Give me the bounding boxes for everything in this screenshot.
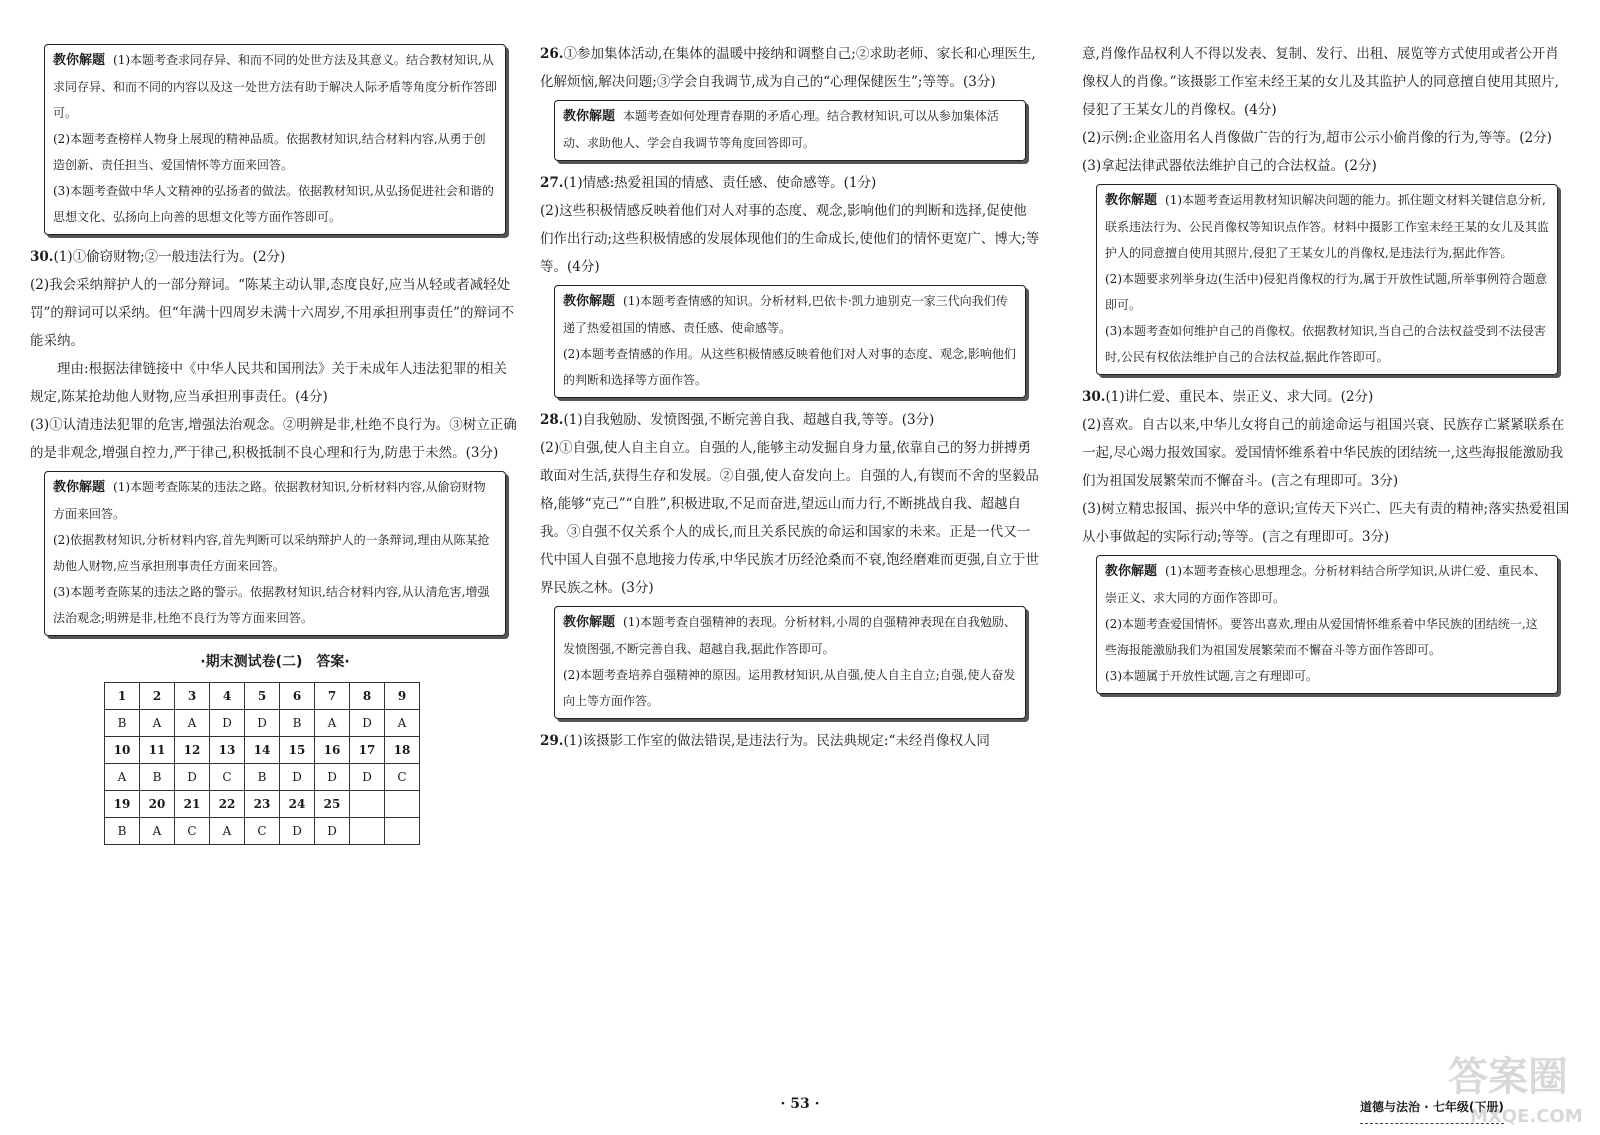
answer-line: (2)我会采纳辩护人的一部分辩词。“陈某主动认罪,态度良好,应当从轻或者减轻处罚”的辩词可以采纳。但“年满十四周岁未满十六周岁,不用承担刑事责任”的辩词不能采纳。: [30, 277, 514, 349]
answer-line: (1)自我勉励、发愤图强,不断完善自我、超越自我,等等。(3分): [563, 412, 935, 428]
table-cell: 15: [280, 737, 315, 764]
question-30: [30, 243, 520, 467]
table-cell: 2: [140, 683, 175, 710]
tip-text: (2)本题考查情感的作用。从这些积极情感反映着他们对人对事的态度、观念,影响他们的判断和选择等方面作答。: [563, 347, 1016, 387]
table-cell: 5: [245, 683, 280, 710]
table-cell: 25: [315, 791, 350, 818]
solution-tip-box: [44, 471, 506, 636]
table-cell: B: [105, 818, 140, 845]
table-cell: D: [245, 710, 280, 737]
table-cell: B: [105, 710, 140, 737]
table-cell: C: [385, 764, 420, 791]
table-cell: 22: [210, 791, 245, 818]
table-cell: 7: [315, 683, 350, 710]
table-cell: 16: [315, 737, 350, 764]
answer-line: (2)喜欢。自古以来,中华儿女将自己的前途命运与祖国兴衰、民族存亡紧紧联系在一起,尽心竭力报效国家。爱国情怀维系着中华民族的团结统一,这些海报能激励我们为祖国发展繁荣而不懈奋斗。(言之有理即可。3分): [1082, 417, 1565, 489]
solution-tip-box: [1096, 555, 1558, 694]
question-30-right: [1082, 383, 1572, 551]
table-cell: A: [315, 710, 350, 737]
solution-tip-box: [554, 606, 1026, 719]
answer-line: ①参加集体活动,在集体的温暖中接纳和调整自己;②求助老师、家长和心理医生,化解烦恼,解决问题;③学会自我调节,成为自己的“心理保健医生”;等等。(3分): [540, 46, 1036, 90]
table-cell: 3: [175, 683, 210, 710]
tip-text: (2)本题考查爱国情怀。要答出喜欢,理由从爱国情怀维系着中华民族的团结统一,这些海报能激励我们为祖国发展繁荣而不懈奋斗等方面作答即可。: [1105, 617, 1538, 657]
answer-line: (1)①偷窃财物;②一般违法行为。(2分): [53, 249, 286, 265]
tip-text: (1)本题考查情感的知识。分析材料,巴依卡·凯力迪别克一家三代向我们传递了热爱祖国的情感、责任感、使命感等。: [563, 294, 1008, 335]
table-cell: 1: [105, 683, 140, 710]
table-cell: B: [280, 710, 315, 737]
table-cell: 19: [105, 791, 140, 818]
table-cell: 6: [280, 683, 315, 710]
watermark-text: 答案圈: [1448, 1054, 1568, 1100]
question-26: [540, 40, 1040, 96]
column-left: [30, 40, 520, 845]
tip-text: (1)本题考查求同存异、和而不同的处世方法及其意义。结合教材知识,从求同存异、和而不同的内容以及这一处世方法有助于解决人际矛盾等角度分析作答即可。: [53, 53, 498, 120]
question-number: 26.: [540, 46, 564, 62]
answer-line: 意,肖像作品权利人不得以发表、复制、发行、出租、展览等方式使用或者公开肖像权人的肖像。”该摄影工作室未经王某的女儿及其监护人的同意擅自使用其照片,侵犯了王某女儿的肖像权。(4分): [1082, 46, 1559, 118]
subject-footer: 道德与法治 · 七年级(下册): [1360, 1093, 1504, 1124]
tip-text: (2)本题要求列举身边(生活中)侵犯肖像权的行为,属于开放性试题,所举事例符合题意即可。: [1105, 272, 1547, 312]
table-cell: D: [315, 818, 350, 845]
tip-text: (2)本题考查榜样人物身上展现的精神品质。依据教材知识,结合材料内容,从勇于创造创新、责任担当、爱国情怀等方面来回答。: [53, 132, 486, 172]
watermark-sub: MXQE.COM: [1470, 1106, 1583, 1127]
table-cell: A: [105, 764, 140, 791]
table-cell: D: [350, 710, 385, 737]
tip-label: 教你解题: [53, 480, 106, 495]
question-27: [540, 169, 1040, 281]
table-cell: 9: [385, 683, 420, 710]
watermark-logo: [1440, 1040, 1590, 1130]
question-number: 30.: [1082, 389, 1106, 405]
tip-text: (3)本题属于开放性试题,言之有理即可。: [1105, 669, 1318, 683]
table-cell: 12: [175, 737, 210, 764]
table-cell: 17: [350, 737, 385, 764]
tip-text: (1)本题考查运用教材知识解决问题的能力。抓住题文材料关键信息分析,联系违法行为、公民肖像权等知识点作答。材料中摄影工作室未经王某的女儿及其监护人的同意擅自使用其照片,侵犯了王某女儿的肖像权,是违法行为,据此作答。: [1105, 193, 1550, 260]
tip-text: (2)依据教材知识,分析材料内容,首先判断可以采纳辩护人的一条辩词,理由从陈某抢劫他人财物,应当承担刑事责任方面来回答。: [53, 533, 490, 573]
table-cell: 11: [140, 737, 175, 764]
table-cell: A: [385, 710, 420, 737]
table-cell: A: [140, 710, 175, 737]
tip-text: (1)本题考查核心思想理念。分析材料结合所学知识,从讲仁爱、重民本、崇正义、求大同的方面作答即可。: [1105, 564, 1546, 605]
table-cell: [385, 818, 420, 845]
table-cell: 13: [210, 737, 245, 764]
table-cell: C: [245, 818, 280, 845]
tip-text: (2)本题考查培养自强精神的原因。运用教材知识,从自强,使人自主自立;自强,使人奋发向上等方面作答。: [563, 668, 1016, 708]
table-cell: [350, 818, 385, 845]
answer-line: (3)①认清违法犯罪的危害,增强法治观念。②明辨是非,杜绝不良行为。③树立正确的是非观念,增强自控力,严于律己,积极抵制不良心理和行为,防患于未然。(3分): [30, 417, 517, 461]
question-number: 29.: [540, 733, 564, 749]
solution-tip-box: [44, 44, 506, 235]
answer-line: (3)拿起法律武器依法维护自己的合法权益。(2分): [1082, 158, 1377, 174]
table-cell: C: [175, 818, 210, 845]
answer-line: 理由:根据法律链接中《中华人民共和国刑法》关于未成年人违法犯罪的相关规定,陈某抢劫他人财物,应当承担刑事责任。(4分): [30, 361, 508, 405]
column-middle: [540, 40, 1040, 755]
table-cell: [350, 791, 385, 818]
answer-line: (1)该摄影工作室的做法错误,是违法行为。民法典规定:“未经肖像权人同: [563, 733, 990, 749]
tip-text: (1)本题考查自强精神的表现。分析材料,小周的自强精神表现在自我勉励、发愤图强,不断完善自我、超越自我,据此作答即可。: [563, 615, 1016, 656]
table-cell: D: [280, 818, 315, 845]
table-cell: 4: [210, 683, 245, 710]
table-cell: D: [210, 710, 245, 737]
tip-label: 教你解题: [53, 53, 106, 68]
tip-text: (3)本题考查陈某的违法之路的警示。依据教材知识,结合材料内容,从认清危害,增强法治观念;明辨是非,杜绝不良行为等方面来回答。: [53, 585, 490, 625]
tip-label: 教你解题: [1105, 193, 1158, 208]
question-28: [540, 406, 1040, 602]
table-cell: 18: [385, 737, 420, 764]
answer-key-title: ·期末测试卷(二) 答案·: [200, 654, 350, 670]
tip-text: (3)本题考查做中华人文精神的弘扬者的做法。依据教材知识,从弘扬促进社会和谐的思想文化、弘扬向上向善的思想文化等方面作答即可。: [53, 184, 494, 224]
answer-line: (2)示例:企业盗用名人肖像做广告的行为,超市公示小偷肖像的行为,等等。(2分): [1082, 130, 1552, 146]
tip-label: 教你解题: [1105, 564, 1158, 579]
table-cell: C: [210, 764, 245, 791]
question-29: [540, 727, 1040, 755]
table-cell: B: [245, 764, 280, 791]
table-cell: D: [315, 764, 350, 791]
table-cell: 20: [140, 791, 175, 818]
table-cell: A: [210, 818, 245, 845]
table-cell: 10: [105, 737, 140, 764]
table-cell: 14: [245, 737, 280, 764]
table-cell: D: [175, 764, 210, 791]
table-cell: D: [280, 764, 315, 791]
table-cell: A: [175, 710, 210, 737]
table-cell: B: [140, 764, 175, 791]
tip-label: 教你解题: [563, 294, 616, 309]
solution-tip-box: [554, 285, 1026, 398]
table-cell: [385, 791, 420, 818]
tip-label: 教你解题: [563, 109, 616, 124]
answer-line: (1)讲仁爱、重民本、崇正义、求大同。(2分): [1105, 389, 1374, 405]
table-cell: A: [140, 818, 175, 845]
tip-text: 本题考查如何处理青春期的矛盾心理。结合教材知识,可以从参加集体活动、求助他人、学会自我调节等角度回答即可。: [563, 109, 999, 150]
answer-line: (2)这些积极情感反映着他们对人对事的态度、观念,影响他们的判断和选择,促使他们作出行动;这些积极情感的发展体现他们的生命成长,使他们的情怀更宽广、博大;等等。(4分): [540, 203, 1040, 275]
answer-key-table: [104, 682, 420, 845]
tip-text: (3)本题考查如何维护自己的肖像权。依据教材知识,当自己的合法权益受到不法侵害时,公民有权依法维护自己的合法权益,据此作答即可。: [1105, 324, 1546, 364]
answer-line: (1)情感:热爱祖国的情感、责任感、使命感等。(1分): [563, 175, 877, 191]
page-number: · 53 ·: [780, 1096, 820, 1112]
question-number: 27.: [540, 175, 564, 191]
table-cell: 8: [350, 683, 385, 710]
answer-line: (3)树立精忠报国、振兴中华的意识;宣传天下兴亡、匹夫有责的精神;落实热爱祖国从小事做起的实际行动;等等。(言之有理即可。3分): [1082, 501, 1570, 545]
answer-line: (2)①自强,使人自主自立。自强的人,能够主动发掘自身力量,依靠自己的努力拼搏勇敢面对生活,获得生存和发展。②自强,使人奋发向上。自强的人,有锲而不舍的坚毅品格,能够“克己”“自胜”,积极进取,不足而奋进,望远山而力行,不断挑战自我、超越自我。③自强不仅关系个人的成长,而且关系民族的命运和国家的未来。正是一代又一代中国人自强不息地接力传承,中华民族才历经沧桑而不衰,饱经磨难而更强,自立于世界民族之林。(3分): [540, 440, 1039, 596]
table-cell: 21: [175, 791, 210, 818]
column-right: [1082, 40, 1572, 702]
table-cell: 23: [245, 791, 280, 818]
solution-tip-box: [554, 100, 1026, 161]
tip-label: 教你解题: [563, 615, 616, 630]
question-number: 28.: [540, 412, 564, 428]
tip-text: (1)本题考查陈某的违法之路。依据教材知识,分析材料内容,从偷窃财物方面来回答。: [53, 480, 486, 521]
question-29-continued: [1082, 40, 1572, 180]
table-cell: 24: [280, 791, 315, 818]
solution-tip-box: [1096, 184, 1558, 375]
question-number: 30.: [30, 249, 54, 265]
table-cell: D: [350, 764, 385, 791]
